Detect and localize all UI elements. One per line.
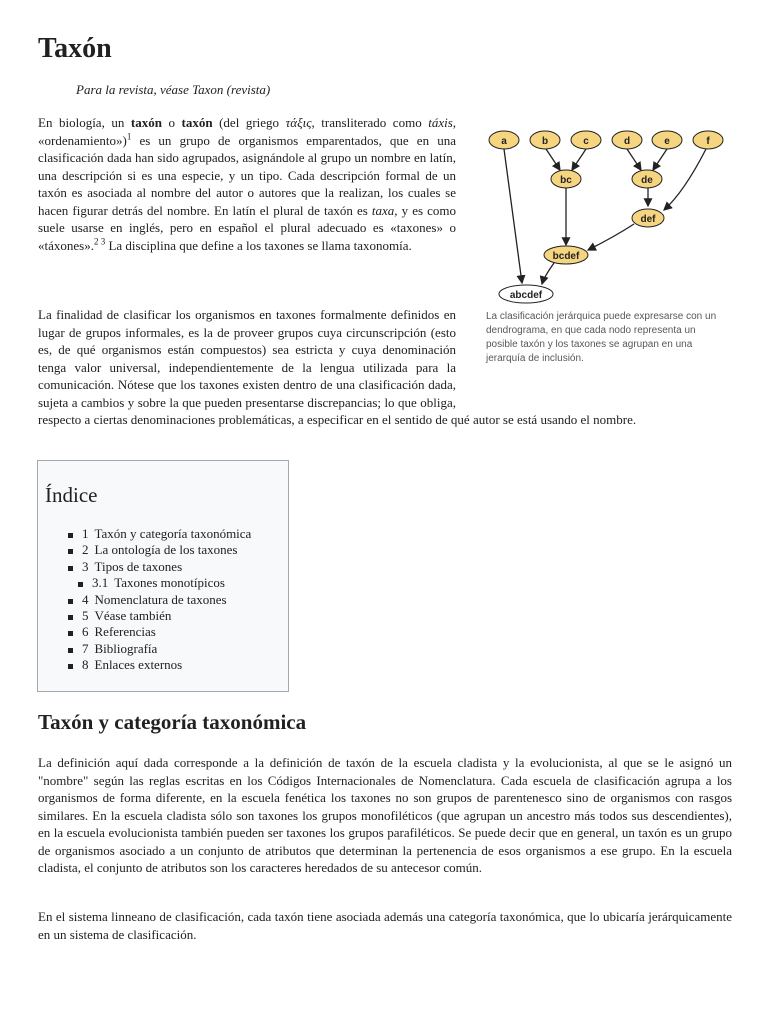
toc-item[interactable]: 4 Nomenclatura de taxones bbox=[68, 592, 251, 608]
section-paragraph-2: En el sistema linneano de clasificación, cada taxón tiene asociada además una categoría taxonómica, que lo ubicaría jerárquicamente en un sistema de clasificación. bbox=[38, 909, 732, 942]
node-abcdef-label: abcdef bbox=[509, 290, 543, 301]
greek-word[interactable]: τάξις bbox=[285, 115, 312, 130]
figure-caption: La clasificación jerárquica puede expresarse con un dendrograma, en que cada nodo representa un posible taxón y los taxones se agrupan en una jerarquía de inclusión. bbox=[486, 311, 717, 364]
toc-item[interactable]: 7 Bibliografía bbox=[68, 641, 251, 657]
node-de-label: de bbox=[641, 175, 653, 186]
section-heading: Taxón y categoría taxonómica bbox=[38, 710, 307, 734]
transliteration: táxis bbox=[428, 115, 453, 130]
toc-list bbox=[68, 526, 251, 674]
dendrogram bbox=[484, 122, 724, 306]
edge-c-bc bbox=[572, 149, 586, 170]
table-of-contents bbox=[37, 460, 289, 692]
reference-1[interactable]: 1 bbox=[126, 131, 132, 142]
edge-bcdef-abcdef bbox=[542, 263, 554, 284]
toc-item[interactable]: 1 Taxón y categoría taxonómica bbox=[68, 526, 251, 542]
node-b-label: b bbox=[541, 136, 549, 147]
node-f-label: f bbox=[706, 136, 710, 147]
node-e-label: e bbox=[664, 136, 670, 147]
node-d-label: d bbox=[623, 136, 631, 147]
reference-2-3[interactable]: 2 3 bbox=[93, 236, 106, 247]
edge-d-de bbox=[627, 149, 641, 170]
toc-item[interactable]: 6 Referencias bbox=[68, 624, 251, 640]
toc-item[interactable]: 8 Enlaces externos bbox=[68, 657, 251, 673]
hatnote[interactable]: Para la revista, véase Taxon (revista) bbox=[76, 82, 271, 97]
intro-paragraph-2: La finalidad de clasificar los organismos en taxones formalmente definidos en lugar de grupos informales, es la de proveer grupos cuya circunscripción (esto es, de qué organismos están compuestos) sea estricta y cuya denominación tenga valor universal, independientemente de la lengua utilizada para la comunicación. Nótese que los taxones existen dentro de una clasificación dada, sujeta a cambios y sobre la que pueden presentarse discrepancias; lo que obliga, respecto a ciertas denominaciones problemáticas, a especificar en el sentido de qué autor se está usando el nombre. bbox=[38, 307, 637, 427]
intro-paragraph-1: En biología, un taxón o taxón (del griego τάξις, transliterado como táxis, «ordenamiento»)$^1$ es un grupo de organismos emparentados, que en una clasificación dada han sido agrupados, asignándole al grupo un nombre en latín, una descripción si es una especie, y un tipo. Cada descripción formal de un taxón es asociada al nombre del autor o autores que la realizan, los cuales se hacen figurar detrás del nombre. En latín el plural de taxón es taxa, y es como suele usarse en inglés, pero en español el plural adecuado es «taxones» o «táxones».$^{2 3}$ La disciplina que define a los taxones se llama taxonomía. bbox=[38, 115, 457, 253]
page-title: Taxón bbox=[38, 33, 112, 64]
toc-subitem[interactable]: 3.1 Taxones monotípicos bbox=[68, 575, 251, 591]
plural-taxa: taxa bbox=[371, 202, 395, 218]
node-c-label: c bbox=[583, 136, 589, 147]
node-a-label: a bbox=[501, 136, 507, 147]
node-def-label: def bbox=[640, 214, 656, 225]
toc-item[interactable]: 2 La ontología de los taxones bbox=[68, 542, 251, 558]
node-bc-label: bc bbox=[560, 175, 572, 186]
toc-item[interactable]: 5 Véase también bbox=[68, 608, 251, 624]
bold-term-taxon-alt: taxón bbox=[181, 115, 213, 130]
bold-term-taxon: taxón bbox=[130, 115, 162, 130]
edge-f-def bbox=[664, 149, 706, 210]
edge-b-bc bbox=[546, 149, 560, 170]
section-paragraph-1: La definición aquí dada corresponde a la definición de taxón de la escuela cladista y la evolucionista, al que se le asignó un "nombre" según las reglas escritas en los Códigos Internacionales de Nomenclatura. Cada escuela de clasificación agrupa a los organismos de forma diferente, en la escuela fenética los taxones no son grupos de parentenesco sino de organismos con rasgos similares. En la escuela cladista sólo son taxones los grupos monofiléticos (que agrupan un ancestro más todos sus descendientes), en la escuela evolucionista también pueden ser taxones los grupos parafiléticos. Se puede decir que en general, un taxón es un grupo de organismos asociado a un conjunto de atributos que determinan la pertenencia de esos organismos a ese grupo. En la escuela cladista, el conjunto de atributos son los caracteres heredados de su antecesor común. bbox=[38, 755, 732, 875]
node-bcdef-label: bcdef bbox=[552, 251, 580, 262]
dendrogram-figure[interactable] bbox=[484, 122, 724, 366]
toc-item[interactable]: 3 Tipos de taxones bbox=[68, 559, 251, 575]
edge-a-abcdef bbox=[504, 149, 522, 283]
edge-def-bcdef bbox=[588, 224, 634, 250]
edge-e-de bbox=[653, 149, 667, 170]
toc-title: Índice bbox=[45, 483, 98, 507]
